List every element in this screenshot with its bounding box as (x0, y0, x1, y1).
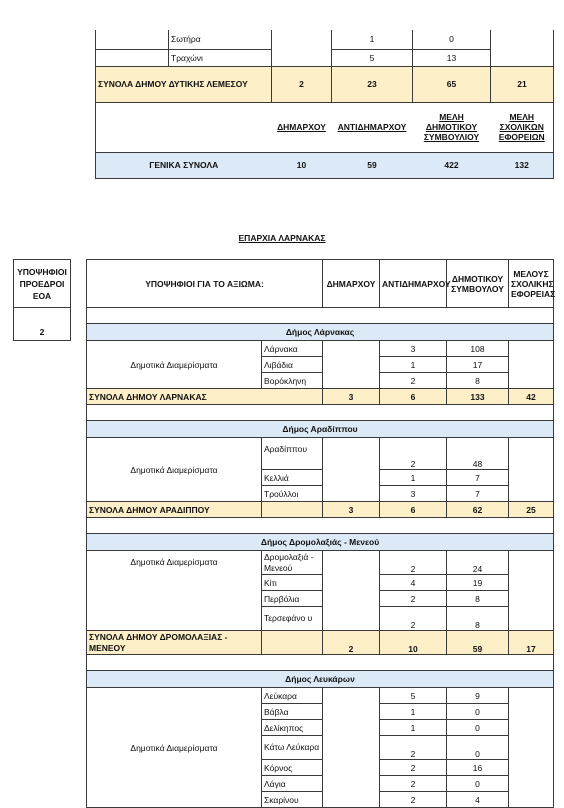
deputy-mayor-count: 3 (380, 486, 447, 502)
municipality-header (87, 324, 554, 341)
district-name: Λάρνακα (262, 341, 323, 357)
total-council: 133 (447, 389, 509, 405)
district-name: Δρομολαξιά - Μενεού (262, 551, 323, 575)
table-row (87, 688, 554, 704)
district-name: Τρούλλοι (262, 486, 323, 502)
municipality-header (87, 671, 554, 688)
municipality-name: Δήμος Αραδίππου (87, 421, 554, 438)
deputy-mayor-count: 1 (380, 720, 447, 736)
total-deputy-mayor: 10 (380, 631, 447, 655)
deputy-mayor-count: 2 (380, 591, 447, 607)
council-count: 7 (447, 470, 509, 486)
total-mayor: 3 (323, 502, 380, 518)
header-deputy-mayor: ΑΝΤΙΔΗΜΑΡΧΟΥ (380, 260, 447, 308)
total-school-board: 25 (509, 502, 554, 518)
district-name: Λάγια (262, 776, 323, 792)
district-name: Κελλιά (262, 470, 323, 486)
council-count: 9 (447, 688, 509, 704)
district-name: Λιβάδια (262, 357, 323, 373)
district-name: Λεύκαρα (262, 688, 323, 704)
header-council: ΜΕΛΗ ΔΗΜΟΤΙΚΟΥ ΣΥΜΒΟΥΛΙΟΥ (413, 102, 491, 152)
deputy-mayor-count: 5 (332, 49, 413, 66)
council-count: 48 (447, 438, 509, 470)
table-row (87, 551, 554, 575)
side-box (13, 259, 71, 341)
municipality-header (87, 534, 554, 551)
larnaka-candidates-table (86, 259, 554, 808)
section-label: Δημοτικά Διαμερίσματα (87, 438, 262, 502)
council-count: 8 (447, 607, 509, 631)
side-box-value: 2 (14, 308, 71, 341)
district-name: Σωτήρα (169, 30, 272, 49)
section-label: Δημοτικά Διαμερίσματα (87, 688, 262, 808)
district-name: Δελίκηπος (262, 720, 323, 736)
general-totals-row (96, 152, 554, 178)
deputy-mayor-count: 2 (380, 776, 447, 792)
total-school-board: 42 (509, 389, 554, 405)
header-school-board-member: ΜΕΛΟΥΣ ΣΧΟΛΙΚΗΣ ΕΦΟΡΕΙΑΣ (509, 260, 554, 308)
municipality-name: Δήμος Λάρνακας (87, 324, 554, 341)
top-results-table (95, 30, 554, 179)
council-count: 0 (447, 776, 509, 792)
district-name: Βάβλα (262, 704, 323, 720)
municipality-total-row (87, 631, 554, 655)
header-council-member: ΔΗΜΟΤΙΚΟΥ ΣΥΜΒΟΥΛΟΥ (447, 260, 509, 308)
municipality-name: Δήμος Δρομολαξιάς - Μενεού (87, 534, 554, 551)
council-count: 16 (447, 760, 509, 776)
general-deputy-mayor: 59 (332, 152, 413, 178)
municipality-name: Δήμος Λευκάρων (87, 671, 554, 688)
table-row (87, 438, 554, 470)
council-count: 108 (447, 341, 509, 357)
district-name: Αραδίππου (262, 438, 323, 470)
district-name: Βορόκληνη (262, 373, 323, 389)
header-deputy-mayor: ΑΝΤΙΔΗΜΑΡΧΟΥ (332, 102, 413, 152)
council-count: 8 (447, 591, 509, 607)
total-council: 59 (447, 631, 509, 655)
council-count: 0 (447, 736, 509, 760)
district-name: Περβόλια (262, 591, 323, 607)
total-label: ΣΥΝΟΛΑ ΔΗΜΟΥ ΔΥΤΙΚΗΣ ΛΕΜΕΣΟΥ (96, 66, 272, 102)
council-count: 0 (413, 30, 491, 49)
total-mayor: 3 (323, 389, 380, 405)
district-name: Τραχώνι (169, 49, 272, 66)
district-name: Κόρνος (262, 760, 323, 776)
deputy-mayor-count: 1 (380, 357, 447, 373)
province-title: ΕΠΑΡΧΙΑ ΛΑΡΝΑΚΑΣ (238, 233, 326, 243)
council-count: 8 (447, 373, 509, 389)
district-name: Κάτω Λεύκαρα (262, 736, 323, 760)
summary-header-row (96, 102, 554, 152)
header-mayor: ΔΗΜΑΡΧΟΥ (272, 102, 332, 152)
total-council: 65 (413, 66, 491, 102)
council-count: 13 (413, 49, 491, 66)
total-label: ΣΥΝΟΛΑ ΔΗΜΟΥ ΔΡΟΜΟΛΑΞΙΑΣ - ΜΕΝΕΟΥ (87, 631, 262, 655)
general-school-board: 132 (491, 152, 554, 178)
total-school-board: 21 (491, 66, 554, 102)
council-count: 0 (447, 720, 509, 736)
municipality-header (87, 421, 554, 438)
section-label: Δημοτικά Διαμερίσματα (87, 341, 262, 389)
deputy-mayor-count: 2 (380, 438, 447, 470)
council-count: 24 (447, 551, 509, 575)
council-count: 0 (447, 704, 509, 720)
municipality-total-row (87, 502, 554, 518)
general-mayor: 10 (272, 152, 332, 178)
total-council: 62 (447, 502, 509, 518)
total-deputy-mayor: 6 (380, 389, 447, 405)
municipality-total-row (87, 389, 554, 405)
deputy-mayor-count: 5 (380, 688, 447, 704)
total-mayor: 2 (272, 66, 332, 102)
table-row (87, 341, 554, 357)
council-count: 19 (447, 575, 509, 591)
deputy-mayor-count: 2 (380, 792, 447, 808)
main-header-row (87, 260, 554, 308)
deputy-mayor-count: 2 (380, 607, 447, 631)
total-label: ΣΥΝΟΛΑ ΔΗΜΟΥ ΛΑΡΝΑΚΑΣ (87, 389, 323, 405)
deputy-mayor-count: 2 (380, 373, 447, 389)
council-count: 4 (447, 792, 509, 808)
deputy-mayor-count: 1 (332, 30, 413, 49)
header-mayor: ΔΗΜΑΡΧΟΥ (323, 260, 380, 308)
main-header-title: ΥΠΟΨΗΦΙΟΙ ΓΙΑ ΤΟ ΑΞΙΩΜΑ: (87, 260, 323, 308)
council-count: 7 (447, 486, 509, 502)
council-count: 17 (447, 357, 509, 373)
deputy-mayor-count: 2 (380, 551, 447, 575)
municipality-total-row (96, 66, 554, 102)
deputy-mayor-count: 1 (380, 704, 447, 720)
deputy-mayor-count: 2 (380, 736, 447, 760)
deputy-mayor-count: 3 (380, 341, 447, 357)
district-name: Κίτι (262, 575, 323, 591)
total-school-board: 17 (509, 631, 554, 655)
total-label: ΣΥΝΟΛΑ ΔΗΜΟΥ ΑΡΑΔΙΠΠΟΥ (87, 502, 262, 518)
section-label: Δημοτικά Διαμερίσματα (87, 551, 262, 631)
general-totals-label: ΓΕΝΙΚΑ ΣΥΝΟΛΑ (96, 152, 272, 178)
total-mayor: 2 (323, 631, 380, 655)
deputy-mayor-count: 1 (380, 470, 447, 486)
side-box-header: ΥΠΟΨΗΦΙΟΙ ΠΡΟΕΔΡΟΙ ΕΟΑ (14, 260, 71, 308)
district-name: Τερσεφάνο υ (262, 607, 323, 631)
general-council: 422 (413, 152, 491, 178)
deputy-mayor-count: 2 (380, 760, 447, 776)
deputy-mayor-count: 4 (380, 575, 447, 591)
total-deputy-mayor: 23 (332, 66, 413, 102)
district-name: Σκαρίνου (262, 792, 323, 808)
total-deputy-mayor: 6 (380, 502, 447, 518)
header-school-board: ΜΕΛΗ ΣΧΟΛΙΚΩΝ ΕΦΟΡΕΙΩΝ (491, 102, 554, 152)
table-row (96, 30, 554, 49)
